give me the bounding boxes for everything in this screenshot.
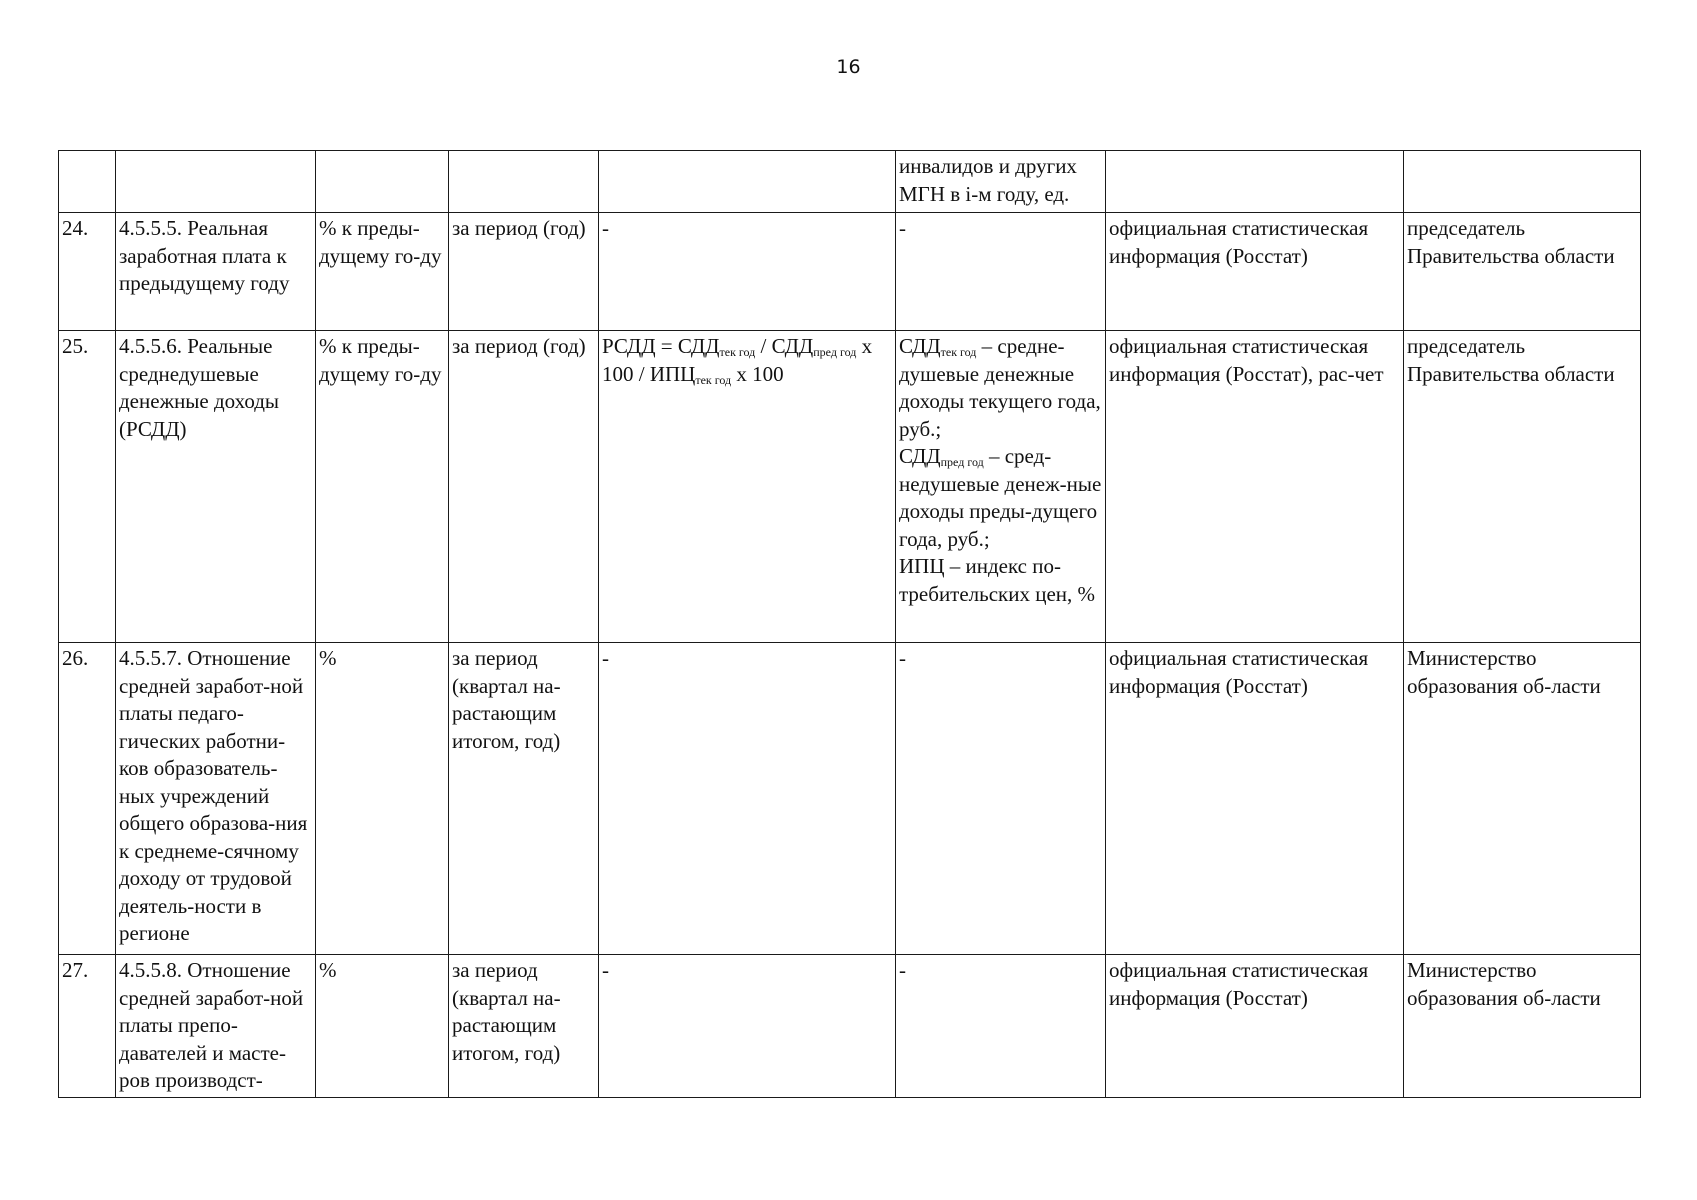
definition-subscript: пред год	[940, 455, 984, 469]
cell-formula: -	[599, 955, 896, 1098]
formula-text: х 100 / ИПЦ	[602, 334, 873, 386]
formula-text: х 100	[731, 361, 784, 386]
definition-term: СДД	[899, 334, 941, 358]
cell-source: официальная статистическая информация (Росстат), рас-чет	[1106, 331, 1404, 643]
cell-source	[1106, 151, 1404, 213]
cell-num: 25.	[59, 331, 116, 643]
cell-indicator: 4.5.5.6. Реальные среднедушевые денежные доходы (РСДД)	[116, 331, 316, 643]
definition-term: СДД	[899, 444, 941, 468]
definition-text: – сред-недушевые денеж-ные доходы преды-дущего года, руб.;	[899, 444, 1102, 551]
cell-formula: -	[599, 643, 896, 955]
cell-period	[449, 151, 599, 213]
formula-text: / СДД	[755, 334, 814, 358]
cell-period: за период (год)	[449, 331, 599, 643]
cell-period: за период (квартал на-растающим итогом, год)	[449, 643, 599, 955]
cell-indicator: 4.5.5.5. Реальная заработная плата к предыдущему году	[116, 213, 316, 331]
cell-unit: % к преды-дущему го-ду	[316, 331, 449, 643]
cell-period: за период (квартал на-растающим итогом, год)	[449, 955, 599, 1098]
cell-responsible: Министерство образования об-ласти	[1404, 643, 1641, 955]
definition-text: – средне-душевые денежные доходы текущего года, руб.;	[899, 334, 1101, 441]
cell-indicator	[116, 151, 316, 213]
cell-formula: -	[599, 213, 896, 331]
cell-definition: -	[896, 213, 1106, 331]
formula-subscript: тек год	[719, 345, 756, 359]
cell-responsible	[1404, 151, 1641, 213]
cell-source: официальная статистическая информация (Росстат)	[1106, 213, 1404, 331]
cell-source: официальная статистическая информация (Росстат)	[1106, 955, 1404, 1098]
formula-subscript: пред год	[813, 345, 857, 359]
cell-num	[59, 151, 116, 213]
cell-unit: %	[316, 955, 449, 1098]
cell-definition	[896, 331, 1106, 643]
cell-num: 27.	[59, 955, 116, 1098]
cell-responsible: Министерство образования об-ласти	[1404, 955, 1641, 1098]
indicators-table	[58, 150, 1641, 1098]
table-row	[59, 331, 1641, 643]
cell-num: 24.	[59, 213, 116, 331]
cell-unit: %	[316, 643, 449, 955]
cell-responsible: председатель Правительства области	[1404, 213, 1641, 331]
cell-source: официальная статистическая информация (Росстат)	[1106, 643, 1404, 955]
table-row	[59, 213, 1641, 331]
formula-text: РСДД = СДД	[602, 334, 720, 358]
cell-indicator: 4.5.5.8. Отношение средней заработ-ной платы препо-давателей и масте-ров производст-	[116, 955, 316, 1098]
page-number: 16	[836, 56, 861, 78]
cell-definition: -	[896, 955, 1106, 1098]
cell-period: за период (год)	[449, 213, 599, 331]
cell-unit: % к преды-дущему го-ду	[316, 213, 449, 331]
definition-text: ИПЦ – индекс по-требительских цен, %	[899, 554, 1096, 606]
table-row-continuation	[59, 151, 1641, 213]
cell-unit	[316, 151, 449, 213]
table-row	[59, 643, 1641, 955]
cell-num: 26.	[59, 643, 116, 955]
table-row	[59, 955, 1641, 1098]
cell-indicator: 4.5.5.7. Отношение средней заработ-ной платы педаго-гических работни-ков образователь-ных учреждений общего образова-ния к среднеме-сячному доходу от трудовой деятель-ности в регионе	[116, 643, 316, 955]
formula-subscript: тек год	[695, 372, 732, 387]
cell-definition: -	[896, 643, 1106, 955]
cell-formula	[599, 331, 896, 643]
cell-formula	[599, 151, 896, 213]
cell-responsible: председатель Правительства области	[1404, 331, 1641, 643]
definition-subscript: тек год	[940, 345, 977, 359]
cell-definition: инвалидов и других МГН в i-м году, ед.	[896, 151, 1106, 213]
